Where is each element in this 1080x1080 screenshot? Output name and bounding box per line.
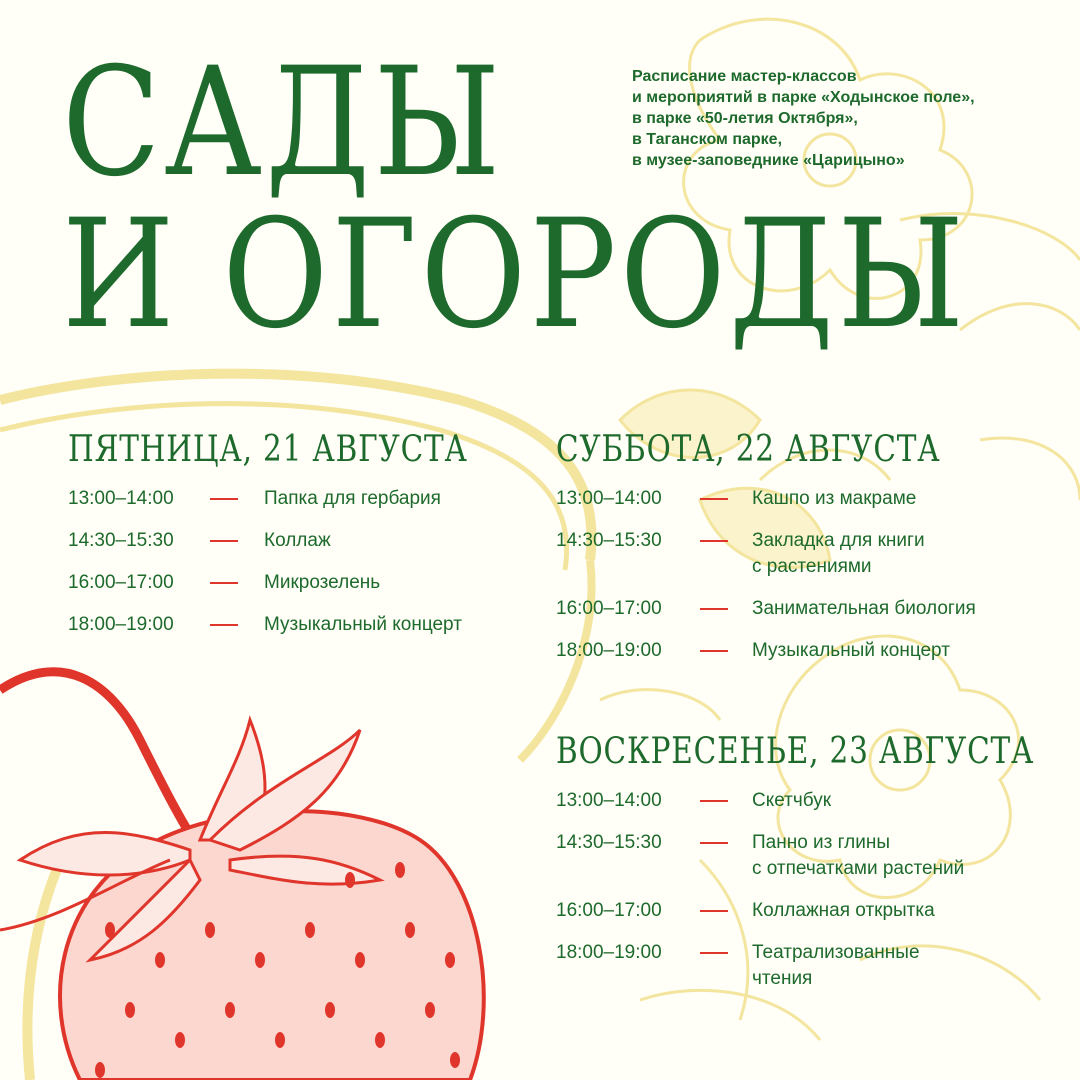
event-activity: Музыкальный концерт	[752, 640, 950, 661]
event-time: 18:00–19:00	[556, 942, 662, 963]
subtitle	[632, 66, 1062, 171]
dash-separator	[700, 952, 728, 954]
dash-separator	[700, 608, 728, 610]
dash-separator	[700, 540, 728, 542]
event-time: 13:00–14:00	[556, 488, 662, 509]
day-heading-sunday: ВОСКРЕСЕНЬЕ, 23 АВГУСТА	[556, 731, 1035, 772]
event-activity: Коллажная открытка	[752, 900, 935, 921]
event-time: 13:00–14:00	[556, 790, 662, 811]
subtitle-line: Расписание мастер-классов	[632, 68, 857, 85]
event-time: 14:30–15:30	[556, 832, 662, 853]
event-activity: Закладка для книги	[752, 530, 925, 551]
event-activity: Панно из глины	[752, 832, 891, 853]
event-time: 16:00–17:00	[68, 572, 174, 593]
title-line-2: И ОГОРОДЫ	[62, 188, 968, 362]
dash-separator	[700, 842, 728, 844]
dash-separator	[700, 800, 728, 802]
event-activity: Коллаж	[264, 530, 331, 551]
event-activity-line-2: с отпечатками растений	[752, 858, 965, 879]
event-activity: Папка для гербария	[264, 488, 441, 509]
dash-separator	[210, 498, 238, 500]
day-heading-saturday: СУББОТА, 22 АВГУСТА	[556, 429, 941, 470]
dash-separator	[700, 498, 728, 500]
title-line-1: САДЫ	[62, 36, 504, 210]
dash-separator	[210, 540, 238, 542]
event-activity-line-2: с растениями	[752, 556, 872, 577]
dash-separator	[210, 624, 238, 626]
event-activity-line-2: чтения	[752, 968, 813, 989]
subtitle-line: и мероприятий в парке «Ходынское поле»,	[632, 89, 975, 106]
event-activity: Занимательная биология	[752, 598, 976, 619]
event-time: 14:30–15:30	[68, 530, 174, 551]
subtitle-line: в парке «50-летия Октября»,	[632, 110, 858, 127]
day-heading-friday: ПЯТНИЦА, 21 АВГУСТА	[68, 429, 468, 470]
event-time: 18:00–19:00	[556, 640, 662, 661]
event-activity: Музыкальный концерт	[264, 614, 462, 635]
event-time: 16:00–17:00	[556, 900, 662, 921]
event-activity: Театрализованные	[752, 942, 920, 963]
strawberry-illustration	[0, 672, 484, 1080]
dash-separator	[700, 650, 728, 652]
event-time: 13:00–14:00	[68, 488, 174, 509]
dash-separator	[210, 582, 238, 584]
event-time: 14:30–15:30	[556, 530, 662, 551]
event-activity: Кашпо из макраме	[752, 488, 917, 509]
event-activity: Микрозелень	[264, 572, 381, 593]
event-activity: Скетчбук	[752, 790, 832, 811]
subtitle-line: в Таганском парке,	[632, 131, 783, 148]
event-time: 18:00–19:00	[68, 614, 174, 635]
subtitle-line: в музее-заповеднике «Царицыно»	[632, 152, 905, 169]
event-time: 16:00–17:00	[556, 598, 662, 619]
dash-separator	[700, 910, 728, 912]
